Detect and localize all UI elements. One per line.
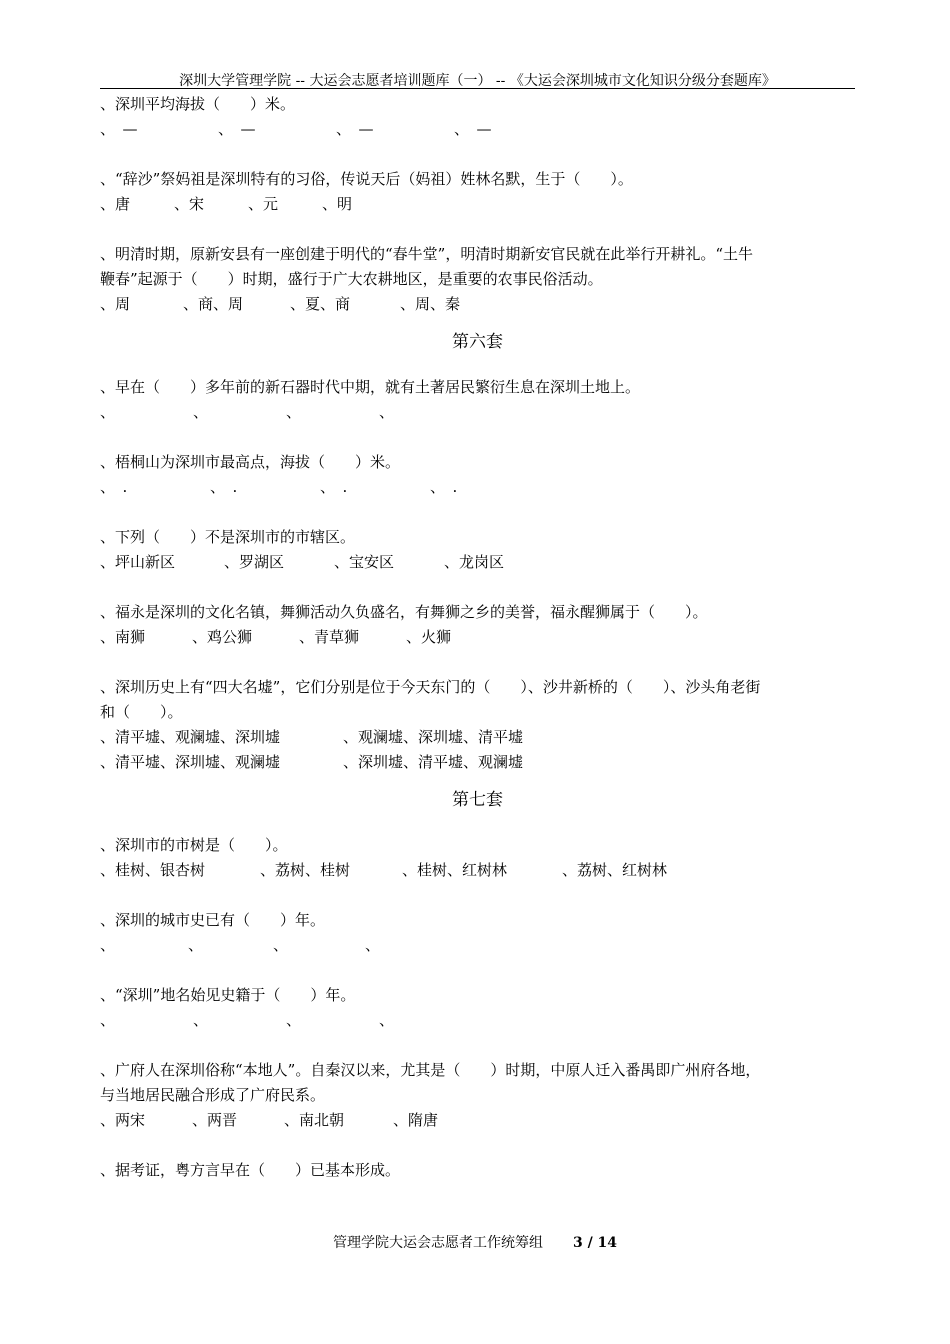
option-c: 、元 <box>248 195 279 213</box>
page-footer <box>0 1232 950 1252</box>
option-c: 、桂树、红树林 <box>402 861 508 879</box>
question-text: 、深圳市的市树是（ ）。 <box>100 836 288 854</box>
option-d: 、 <box>379 403 395 421</box>
option-c: 、青草狮 <box>299 628 360 646</box>
page-number: 3 / 14 <box>572 1235 618 1251</box>
question-text-cont: 与当地居民融合形成了广府民系。 <box>100 1086 326 1104</box>
question-text: 、“深圳”地名始见史籍于（ ）年。 <box>100 986 356 1004</box>
question-options <box>100 475 855 500</box>
option-a: 、两宋 <box>100 1111 146 1129</box>
question-options <box>100 858 855 883</box>
option-d: 、深圳墟、清平墟、观澜墟 <box>343 753 524 771</box>
section-title: 第七套 <box>452 790 503 810</box>
question-text: 、福永是深圳的文化名镇，舞狮活动久负盛名，有舞狮之乡的美誉，福永醒狮属于（ ）。 <box>100 603 708 621</box>
option-a: 、唐 <box>100 195 131 213</box>
option-c: 、 . <box>320 478 348 496</box>
option-c: 、 — <box>336 120 374 138</box>
question-text: 、深圳的城市史已有（ ）年。 <box>100 911 326 929</box>
option-b: 、宋 <box>174 195 205 213</box>
option-d: 、周、秦 <box>400 295 461 313</box>
question-text: 、梧桐山为深圳市最高点，海拔（ ）米。 <box>100 453 401 471</box>
option-b: 、 <box>188 936 204 954</box>
option-d: 、明 <box>322 195 353 213</box>
option-a: 、 <box>100 936 116 954</box>
option-d: 、 — <box>454 120 492 138</box>
option-a: 、 . <box>100 478 128 496</box>
option-d: 、隋唐 <box>393 1111 439 1129</box>
option-a: 、坪山新区 <box>100 553 176 571</box>
option-a: 、 <box>100 1011 116 1029</box>
option-b: 、 <box>193 1011 209 1029</box>
question-text: 、据考证，粤方言早在（ ）已基本形成。 <box>100 1161 401 1179</box>
question-text: 、“辞沙”祭妈祖是深圳特有的习俗，传说天后（妈祖）姓林名默，生于（ ）。 <box>100 170 633 188</box>
option-d: 、火狮 <box>406 628 452 646</box>
option-d: 、荔树、红树林 <box>562 861 668 879</box>
option-c: 、 <box>286 403 302 421</box>
question-text: 、广府人在深圳俗称“本地人”。自秦汉以来，尤其是（ ）时期，中原人迁入番禺即广州府各地， <box>100 1061 761 1079</box>
option-b: 、罗湖区 <box>224 553 285 571</box>
question-text: 、深圳历史上有“四大名墟”，它们分别是位于今天东门的（ ）、沙井新桥的（ ）、沙头角老街 <box>100 678 761 696</box>
question-options <box>100 192 855 217</box>
option-b: 、 — <box>218 120 256 138</box>
option-b: 、商、周 <box>183 295 244 313</box>
question-text: 、深圳平均海拔（ ）米。 <box>100 95 296 113</box>
option-b: 、两晋 <box>192 1111 238 1129</box>
section-title: 第六套 <box>452 332 503 352</box>
option-c: 、南北朝 <box>284 1111 345 1129</box>
header-rule <box>100 88 855 89</box>
option-c: 、 <box>273 936 289 954</box>
option-d: 、 <box>365 936 381 954</box>
option-a: 、南狮 <box>100 628 146 646</box>
footer-org: 管理学院大运会志愿者工作统筹组 <box>332 1235 543 1251</box>
option-b: 、鸡公狮 <box>192 628 253 646</box>
option-c: 、夏、商 <box>290 295 351 313</box>
question-options <box>100 933 855 958</box>
option-a: 、 <box>100 403 116 421</box>
question-options <box>100 550 855 575</box>
option-d: 、 . <box>430 478 458 496</box>
question-options <box>100 400 855 425</box>
option-d: 、龙岗区 <box>444 553 505 571</box>
document-body <box>100 92 855 1183</box>
option-c: 、宝安区 <box>334 553 395 571</box>
option-b: 、 <box>193 403 209 421</box>
question-options <box>100 750 855 775</box>
option-a: 、周 <box>100 295 131 313</box>
question-text-cont: 和（ ）。 <box>100 703 183 721</box>
option-b: 、 . <box>210 478 238 496</box>
question-text: 、下列（ ）不是深圳市的市辖区。 <box>100 528 356 546</box>
option-b: 、荔树、桂树 <box>260 861 351 879</box>
question-options <box>100 625 855 650</box>
question-text: 、明清时期，原新安县有一座创建于明代的“春牛堂”，明清时期新安官民就在此举行开耕礼。“土牛 <box>100 245 754 263</box>
option-b: 、观澜墟、深圳墟、清平墟 <box>343 728 524 746</box>
option-a: 、 — <box>100 120 138 138</box>
question-options <box>100 725 855 750</box>
question-options <box>100 1008 855 1033</box>
question-text: 、早在（ ）多年前的新石器时代中期，就有土著居民繁衍生息在深圳土地上。 <box>100 378 641 396</box>
question-text-cont: 鞭春”起源于（ ）时期，盛行于广大农耕地区，是重要的农事民俗活动。 <box>100 270 603 288</box>
question-options <box>100 117 855 142</box>
option-d: 、 <box>379 1011 395 1029</box>
question-options <box>100 292 855 317</box>
page-header: 深圳大学管理学院 -- 大运会志愿者培训题库（一） -- 《大运会深圳城市文化知识分级分套题库》 <box>179 73 776 89</box>
option-c: 、 <box>286 1011 302 1029</box>
option-a: 、清平墟、观澜墟、深圳墟 <box>100 728 281 746</box>
option-a: 、桂树、银杏树 <box>100 861 206 879</box>
question-options <box>100 1108 855 1133</box>
option-c: 、清平墟、深圳墟、观澜墟 <box>100 753 281 771</box>
